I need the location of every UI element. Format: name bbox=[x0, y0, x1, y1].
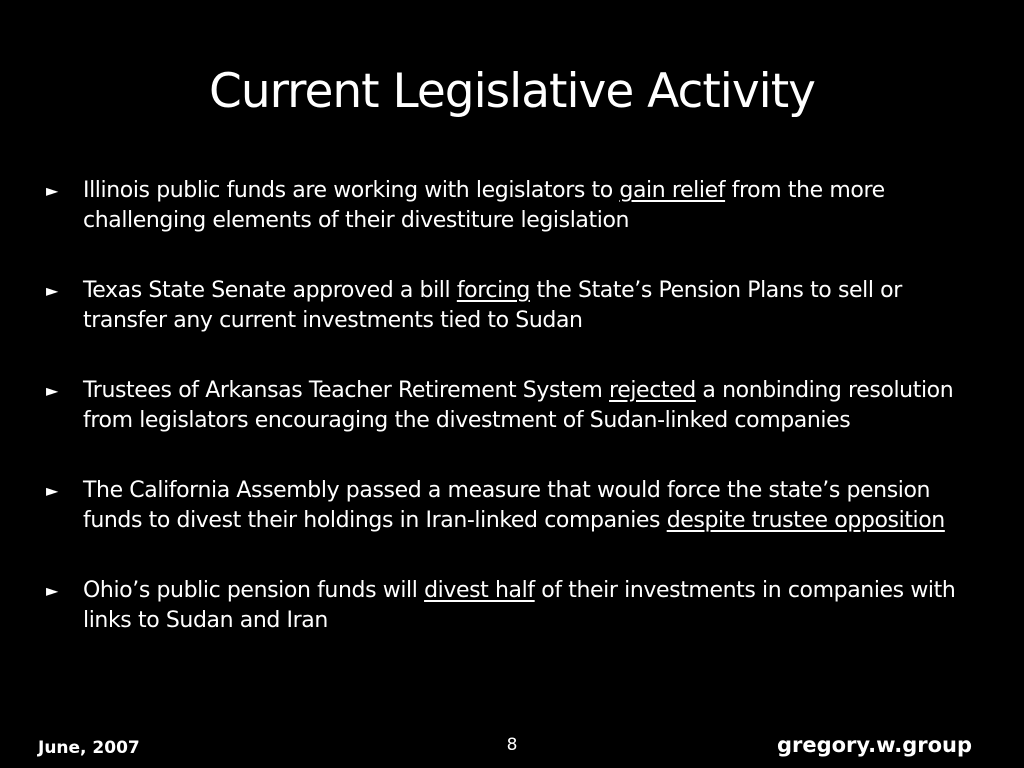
bullet-text: of their investments in companies with links to Sudan and Iran bbox=[83, 578, 956, 633]
bullet-emphasis: forcing bbox=[456, 278, 530, 303]
bullet-arrow-icon: ► bbox=[46, 581, 58, 600]
bullet-emphasis: rejected bbox=[609, 378, 696, 403]
bullet-arrow-icon: ► bbox=[46, 481, 58, 500]
bullet-text: Illinois public funds are working with legislators to bbox=[83, 178, 620, 203]
bullet-emphasis: gain relief bbox=[619, 178, 726, 203]
bullet-text: Texas State Senate approved a bill bbox=[83, 278, 457, 303]
bullet-text: The California Assembly passed a measure that would force the state’s pension funds to divest their holdings in Iran-linked companies bbox=[83, 478, 931, 533]
bullet-text: Ohio’s public pension funds will bbox=[83, 578, 425, 603]
page-number: 8 bbox=[506, 735, 518, 755]
bullet-item-illinois bbox=[46, 176, 986, 236]
bullet-text: the State’s Pension Plans to sell or transfer any current investments tied to Sudan bbox=[83, 278, 902, 333]
bullet-emphasis: despite trustee opposition bbox=[666, 508, 945, 533]
bullet-arrow-icon: ► bbox=[46, 281, 58, 300]
bullet-arrow-icon: ► bbox=[46, 381, 58, 400]
bullet-text: Trustees of Arkansas Teacher Retirement System bbox=[83, 378, 610, 403]
bullet-item-arkansas bbox=[46, 376, 986, 436]
bullet-item-ohio bbox=[46, 576, 986, 636]
footer-brand: gregory.w.group bbox=[776, 733, 972, 757]
bullet-item-texas bbox=[46, 276, 986, 336]
bullet-emphasis: divest half bbox=[424, 578, 535, 603]
bullet-arrow-icon: ► bbox=[46, 181, 58, 200]
bullet-text: from the more challenging elements of their divestiture legislation bbox=[83, 178, 885, 233]
footer-date: June, 2007 bbox=[38, 738, 140, 758]
bullet-item-california bbox=[46, 476, 986, 536]
slide-title: Current Legislative Activity bbox=[209, 64, 815, 119]
bullet-list bbox=[46, 176, 986, 676]
bullet-text: a nonbinding resolution from legislators encouraging the divestment of Sudan-linked companies bbox=[83, 378, 954, 433]
